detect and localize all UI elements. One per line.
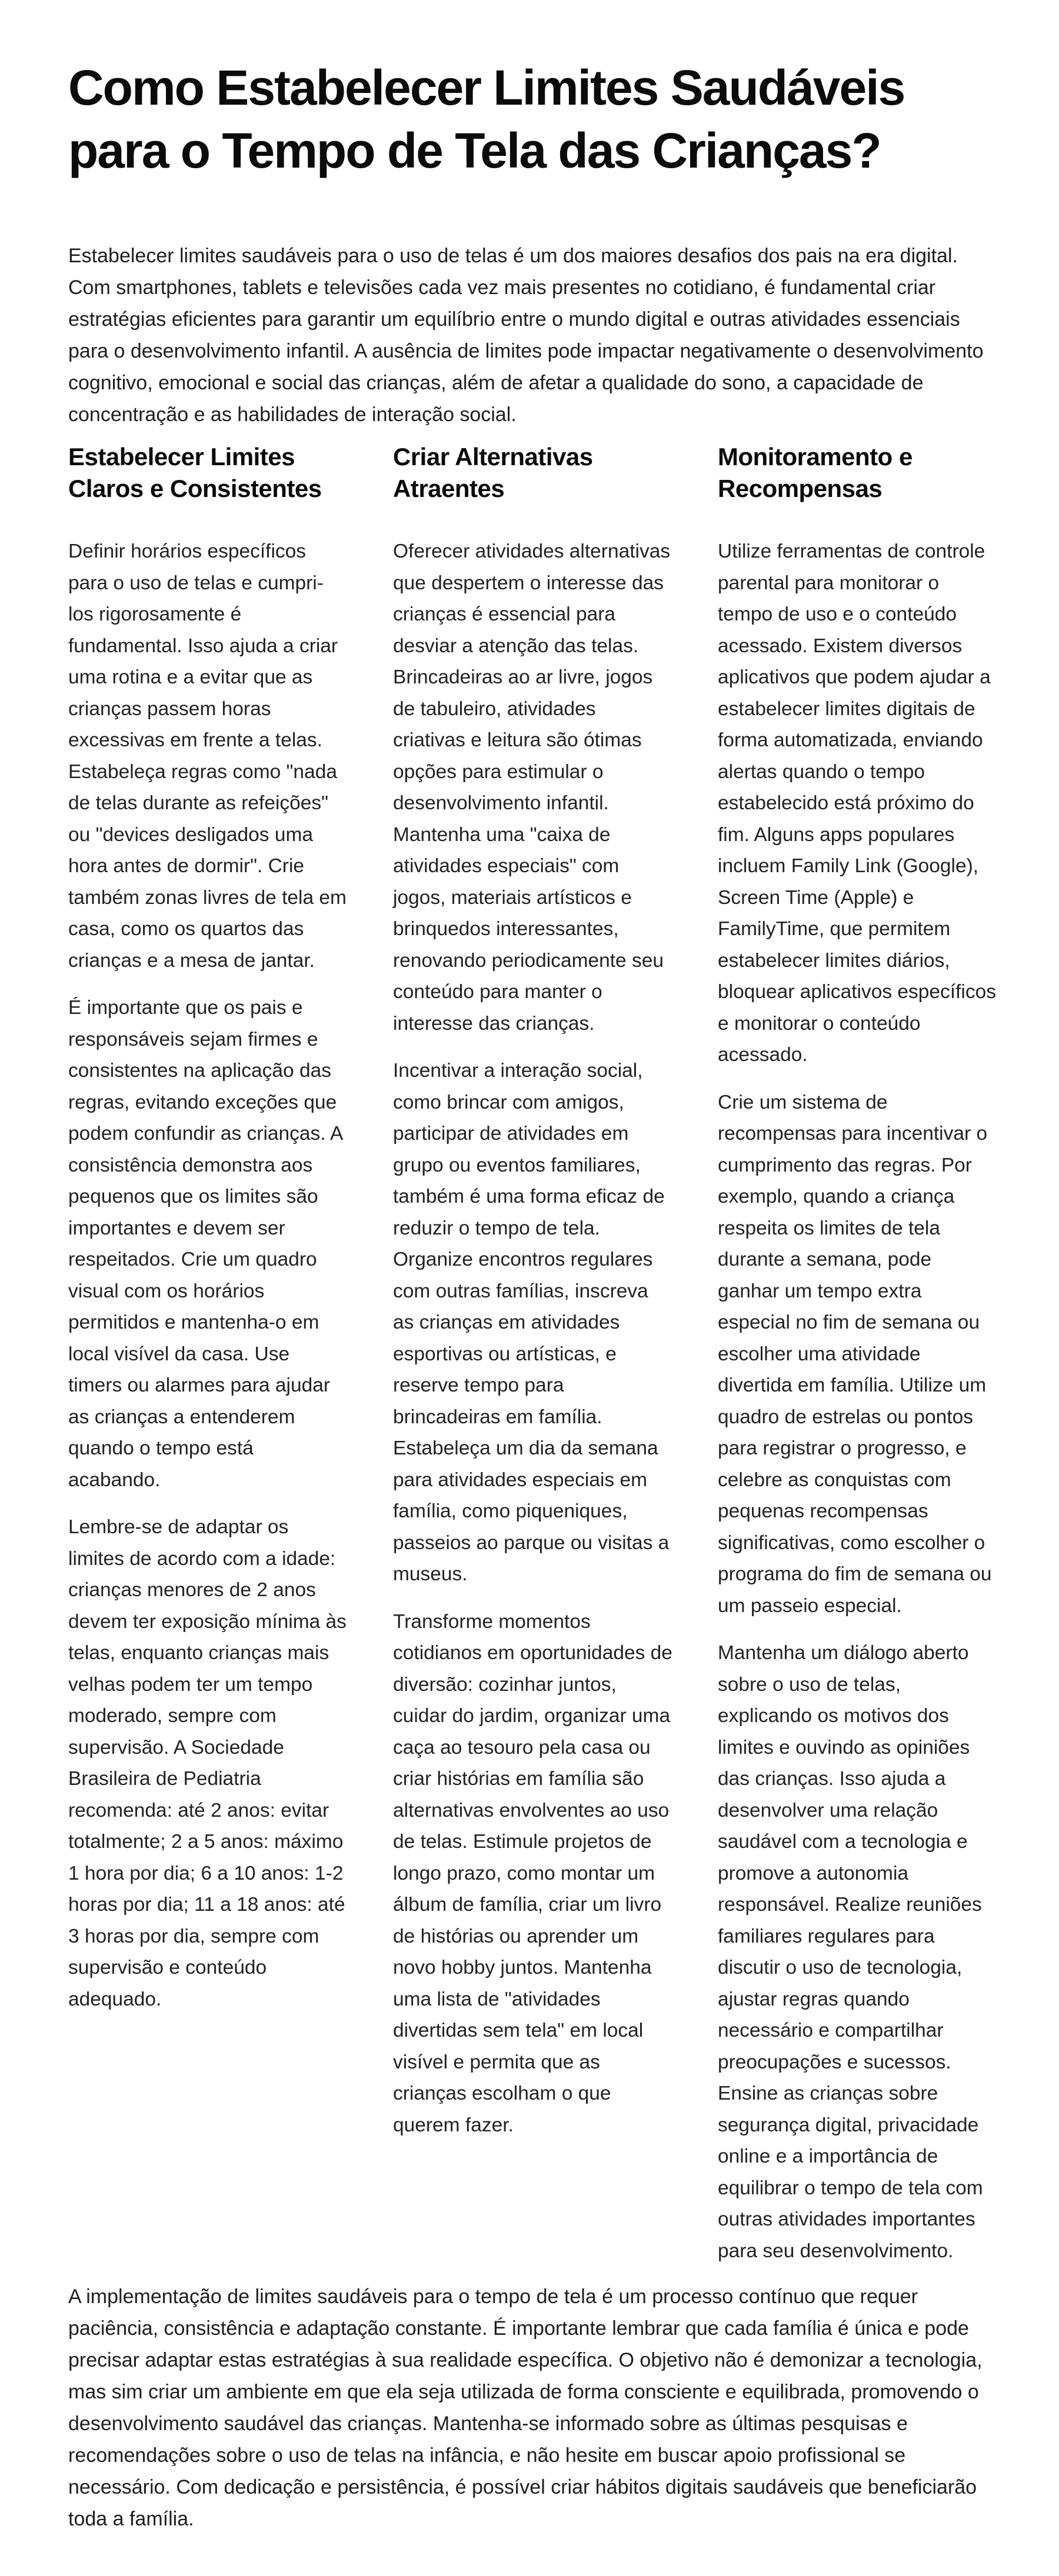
column-paragraph: Crie um sistema de recompensas para incentivar o cumprimento das regras. Por exemplo, quando a criança respeita os limites de tela durante a semana, pode ganhar um tempo extra especial no fim de semana ou escolher uma atividade divertida em família. Utilize um quadro de estrelas ou pontos para registrar o progresso, e celebre as conquistas com pequenas recompensas significativas, como escolher o programa do fim de semana ou um passeio especial. [718, 1091, 992, 1617]
column-paragraph: Utilize ferramentas de controle parental para monitorar o tempo de uso e o conteúdo acessado. Existem diversos aplicativos que podem ajudar a estabelecer limites digitais de forma automatizada, enviando alertas quando o tempo estabelecido está próximo do fim. Alguns apps populares incluem Family Link (Google), Screen Time (Apple) e FamilyTime, que permitem estabelecer limites diários, bloquear aplicativos específicos e monitorar o conteúdo acessado. [718, 540, 996, 1066]
column-paragraph: Oferecer atividades alternativas que despertem o interesse das crianças é essencial para desviar a atenção das telas. Brincadeiras ao ar livre, jogos de tabuleiro, atividades criativas e leitura são ótimas opções para estimular o desenvolvimento infantil. Mantenha uma "caixa de atividades especiais" com jogos, materiais artísticos e brinquedos interessantes, renovando periodicamente seu conteúdo para manter o interesse das crianças. [393, 540, 671, 1035]
column-paragraph: Mantenha um diálogo aberto sobre o uso de telas, explicando os motivos dos limites e ouvindo as opiniões das crianças. Isso ajuda a desenvolver uma relação saudável com a tecnologia e promove a autonomia responsável. Realize reuniões familiares regulares para discutir o uso de tecnologia, ajustar regras quando necessário e compartilhar preocupações e sucessos. Ensine as crianças sobre segurança digital, privacidade online e a importância de equilibrar o tempo de tela com outras atividades importantes para seu desenvolvimento. [718, 1642, 983, 2262]
column-paragraph: Transforme momentos cotidianos em oportunidades de diversão: cozinhar juntos, cuidar do jardim, organizar uma caça ao tesouro pela casa ou criar histórias em família são alternativas envolventes ao uso de telas. Estimule projetos de longo prazo, como montar um álbum de família, criar um livro de histórias ou aprender um novo hobby juntos. Mantenha uma lista de "atividades divertidas sem tela" em local visível e permita que as crianças escolham o que querem fazer. [393, 1610, 672, 2136]
intro-paragraph: Estabelecer limites saudáveis para o uso de telas é um dos maiores desafios dos pais na era digital. Com smartphones, tablets e televisões cada vez mais presentes no cotidiano, é fundamental criar estratégias eficientes para garantir um equilíbrio entre o mundo digital e outras atividades essenciais para o desenvolvimento infantil. A ausência de limites pode impactar negativamente o desenvolvimento cognitivo, emocional e social das crianças, além de afetar a qualidade do sono, a capacidade de concentração e as habilidades de interação social. [68, 245, 984, 426]
column-paragraph: Lembre-se de adaptar os limites de acordo com a idade: crianças menores de 2 anos devem ter exposição mínima às telas, enquanto crianças mais velhas podem ter um tempo moderado, sempre com supervisão. A Sociedade Brasileira de Pediatria recomenda: até 2 anos: evitar totalmente; 2 a 5 anos: máximo 1 hora por dia; 6 a 10 anos: 1-2 horas por dia; 11 a 18 anos: até 3 horas por dia, sempre com supervisão e conteúdo adequado. [68, 1516, 347, 2010]
column-paragraph: Incentivar a interação social, como brincar com amigos, participar de atividades em grupo ou eventos familiares, também é uma forma eficaz de reduzir o tempo de tela. Organize encontros regulares com outras famílias, inscreva as crianças em atividades esportivas ou artísticas, e reserve tempo para brincadeiras em família. Estabeleça um dia da semana para atividades especiais em família, como piqueniques, passeios ao parque ou visitas a museus. [393, 1060, 670, 1585]
column-limites-claros [68, 441, 348, 2267]
conclusion-paragraph: A implementação de limites saudáveis para o tempo de tela é um processo contínuo que requer paciência, consistência e adaptação constante. É importante lembrar que cada família é única e pode precisar adaptar estas estratégias à sua realidade específica. O objetivo não é demonizar a tecnologia, mas sim criar um ambiente em que ela seja utilizada de forma consciente e equilibrada, promovendo o desenvolvimento saudável das crianças. Mantenha-se informado sobre as últimas pesquisas e recomendações sobre o uso de telas na infância, e não hesite em buscar apoio profissional se necessário. Com dedicação e persistência, é possível criar hábitos digitais saudáveis que beneficiarão toda a família. [68, 2285, 983, 2530]
article-title: Como Estabelecer Limites Saudáveis para o Tempo de Tela das Crianças? [68, 60, 905, 178]
column-monitoramento-recompensas [718, 441, 998, 2267]
column-paragraph: É importante que os pais e responsáveis sejam firmes e consistentes na aplicação das regras, evitando exceções que podem confundir as crianças. A consistência demonstra aos pequenos que os limites são importantes e devem ser respeitados. Crie um quadro visual com os horários permitidos e mantenha-o em local visível da casa. Use timers ou alarmes para ajudar as crianças a entenderem quando o tempo está acabando. [68, 997, 342, 1491]
column-heading: Estabelecer Limites Claros e Consistentes [68, 443, 322, 502]
three-column-section [68, 441, 998, 2267]
column-paragraph: Definir horários específicos para o uso de telas e cumpri-los rigorosamente é fundamental. Isso ajuda a criar uma rotina e a evitar que as crianças passem horas excessivas em frente a telas. Estabeleça regras como "nada de telas durante as refeições" ou "devices desligados uma hora antes de dormir". Crie também zonas livres de tela em casa, como os quartos das crianças e a mesa de jantar. [68, 540, 347, 972]
column-heading: Monitoramento e Recompensas [718, 443, 913, 502]
column-heading: Criar Alternativas Atraentes [393, 443, 593, 502]
column-alternativas-atraentes [393, 441, 673, 2267]
